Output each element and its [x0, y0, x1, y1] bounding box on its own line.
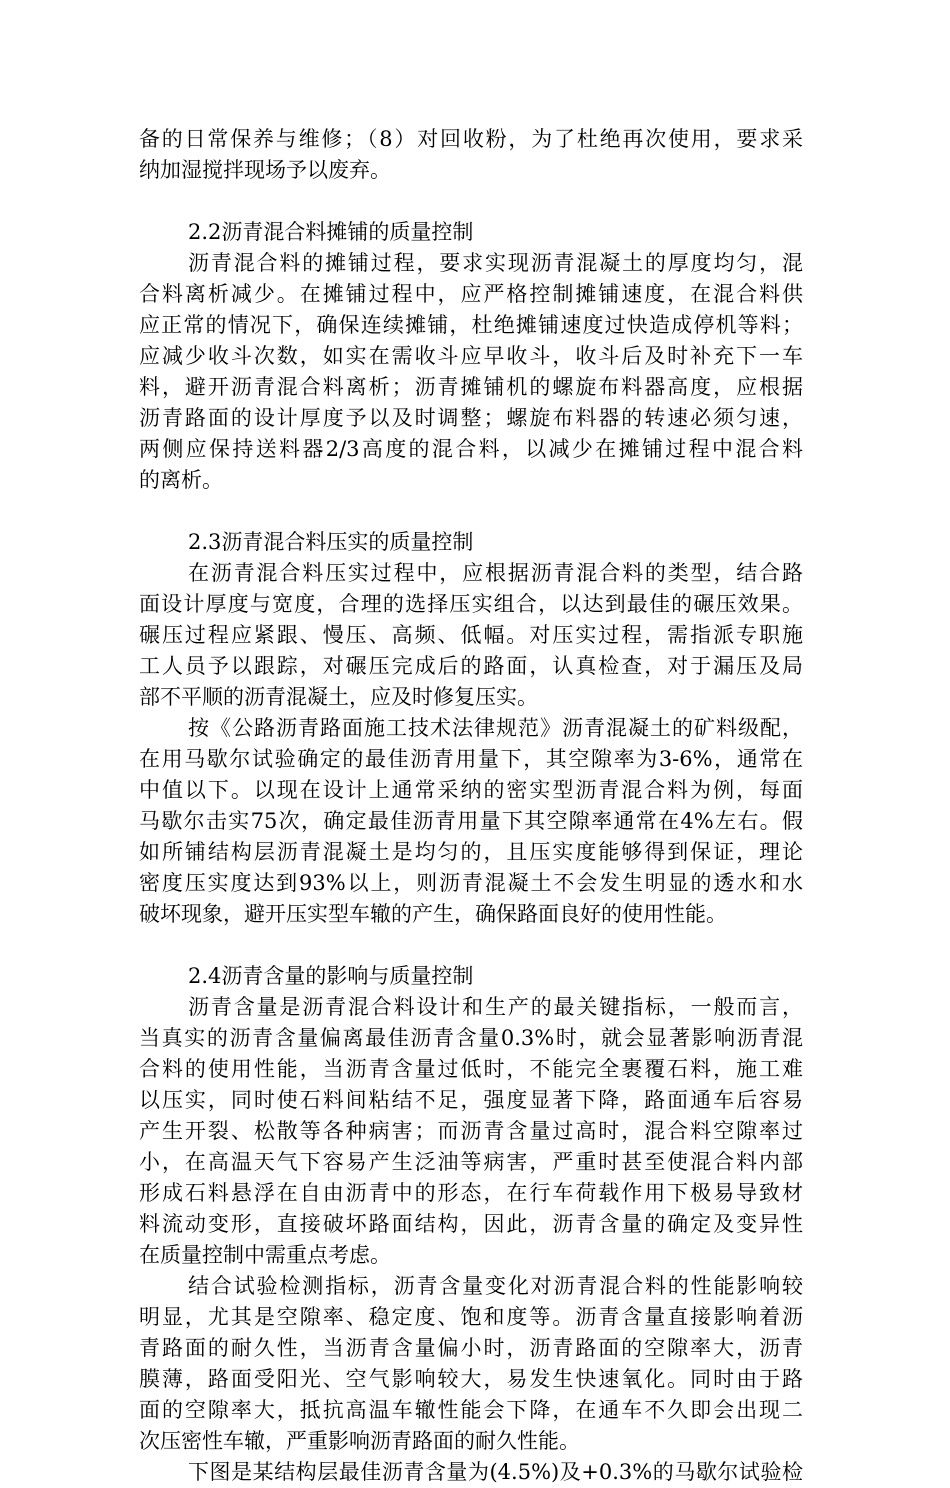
- text-line: 马歇尔击实75次，确定最佳沥青用量下其空隙率通常在4%左右。假: [139, 809, 803, 833]
- text-line: 产生开裂、松散等各种病害；而沥青含量过高时，混合料空隙率过: [139, 1119, 803, 1143]
- text-line: 备的日常保养与维修；（8）对回收粉，为了杜绝再次使用，要求采: [139, 127, 803, 151]
- text-line: 结合试验检测指标，沥青含量变化对沥青混合料的性能影响较: [188, 1274, 803, 1298]
- text-line: 破坏现象，避开压实型车辙的产生，确保路面良好的使用性能。: [139, 902, 727, 926]
- section-heading: 2.2沥青混合料摊铺的质量控制: [188, 220, 474, 244]
- text-line: 应正常的情况下，确保连续摊铺，杜绝摊铺速度过快造成停机等料；: [139, 313, 803, 337]
- section-2-2: [139, 217, 803, 496]
- section-2-3: [139, 527, 803, 930]
- text-line: 料，避开沥青混合料离析；沥青摊铺机的螺旋布料器高度，应根据: [139, 375, 803, 399]
- text-line: 部不平顺的沥青混凝土，应及时修复压实。: [139, 685, 538, 709]
- text-line: 如所铺结构层沥青混凝土是均匀的，且压实度能够得到保证，理论: [139, 840, 803, 864]
- text-line: 沥青混合料的摊铺过程，要求实现沥青混凝土的厚度均匀，混: [188, 251, 803, 275]
- text-line: 沥青路面的设计厚度予以及时调整；螺旋布料器的转速必须匀速，: [139, 406, 803, 430]
- text-line: 膜薄，路面受阳光、空气影响较大，易发生快速氧化。同时由于路: [139, 1367, 803, 1391]
- intro-paragraph: [139, 124, 803, 186]
- text-line: 青路面的耐久性，当沥青含量偏小时，沥青路面的空隙率大，沥青: [139, 1336, 803, 1360]
- text-line: 以压实，同时使石料间粘结不足，强度显著下降，路面通车后容易: [139, 1088, 803, 1112]
- text-line: 应减少收斗次数，如实在需收斗应早收斗，收斗后及时补充下一车: [139, 344, 803, 368]
- text-line: 面设计厚度与宽度，合理的选择压实组合，以达到最佳的碾压效果。: [139, 592, 803, 616]
- text-line: 沥青含量是沥青混合料设计和生产的最关键指标，一般而言，: [188, 995, 803, 1019]
- text-line: 小，在高温天气下容易产生泛油等病害，严重时甚至使混合料内部: [139, 1150, 803, 1174]
- section-heading: 2.4沥青含量的影响与质量控制: [188, 964, 474, 988]
- text-line: 碾压过程应紧跟、慢压、高频、低幅。对压实过程，需指派专职施: [139, 623, 803, 647]
- text-line: 纳加湿搅拌现场予以废弃。: [139, 158, 391, 182]
- text-line: 下图是某结构层最佳沥青含量为(4.5%)及+0.3%的马歇尔试验检: [188, 1460, 803, 1484]
- document-page: [139, 124, 803, 1488]
- text-line: 面的空隙率大，抵抗高温车辙性能会下降，在通车不久即会出现二: [139, 1398, 803, 1422]
- text-line: 的离析。: [139, 468, 223, 492]
- section-heading: 2.3沥青混合料压实的质量控制: [188, 530, 474, 554]
- text-line: 合料离析减少。在摊铺过程中，应严格控制摊铺速度，在混合料供: [139, 282, 803, 306]
- text-line: 两侧应保持送料器2/3高度的混合料，以减少在摊铺过程中混合料: [139, 437, 803, 461]
- text-line: 在沥青混合料压实过程中，应根据沥青混合料的类型，结合路: [188, 561, 803, 585]
- text-line: 工人员予以跟踪，对碾压完成后的路面，认真检查，对于漏压及局: [139, 654, 803, 678]
- text-line: 形成石料悬浮在自由沥青中的形态，在行车荷载作用下极易导致材: [139, 1181, 803, 1205]
- paragraph-gap: [139, 186, 803, 217]
- text-line: 密度压实度达到93%以上，则沥青混凝土不会发生明显的透水和水: [139, 871, 803, 895]
- section-2-4: [139, 961, 803, 1488]
- text-line: 在用马歇尔试验确定的最佳沥青用量下，其空隙率为3-6%，通常在: [139, 747, 803, 771]
- text-line: 料流动变形，直接破坏路面结构，因此，沥青含量的确定及变异性: [139, 1212, 803, 1236]
- text-line: 按《公路沥青路面施工技术法律规范》沥青混凝土的矿料级配，: [188, 716, 803, 740]
- text-line: 在质量控制中需重点考虑。: [139, 1243, 391, 1267]
- text-line: 次压密性车辙，严重影响沥青路面的耐久性能。: [139, 1429, 580, 1453]
- text-line: 明显，尤其是空隙率、稳定度、饱和度等。沥青含量直接影响着沥: [139, 1305, 803, 1329]
- text-line: 合料的使用性能，当沥青含量过低时，不能完全裹覆石料，施工难: [139, 1057, 803, 1081]
- text-line: 中值以下。以现在设计上通常采纳的密实型沥青混合料为例，每面: [139, 778, 803, 802]
- text-line: 当真实的沥青含量偏离最佳沥青含量0.3%时，就会显著影响沥青混: [139, 1026, 803, 1050]
- paragraph-gap: [139, 930, 803, 961]
- paragraph-gap: [139, 496, 803, 527]
